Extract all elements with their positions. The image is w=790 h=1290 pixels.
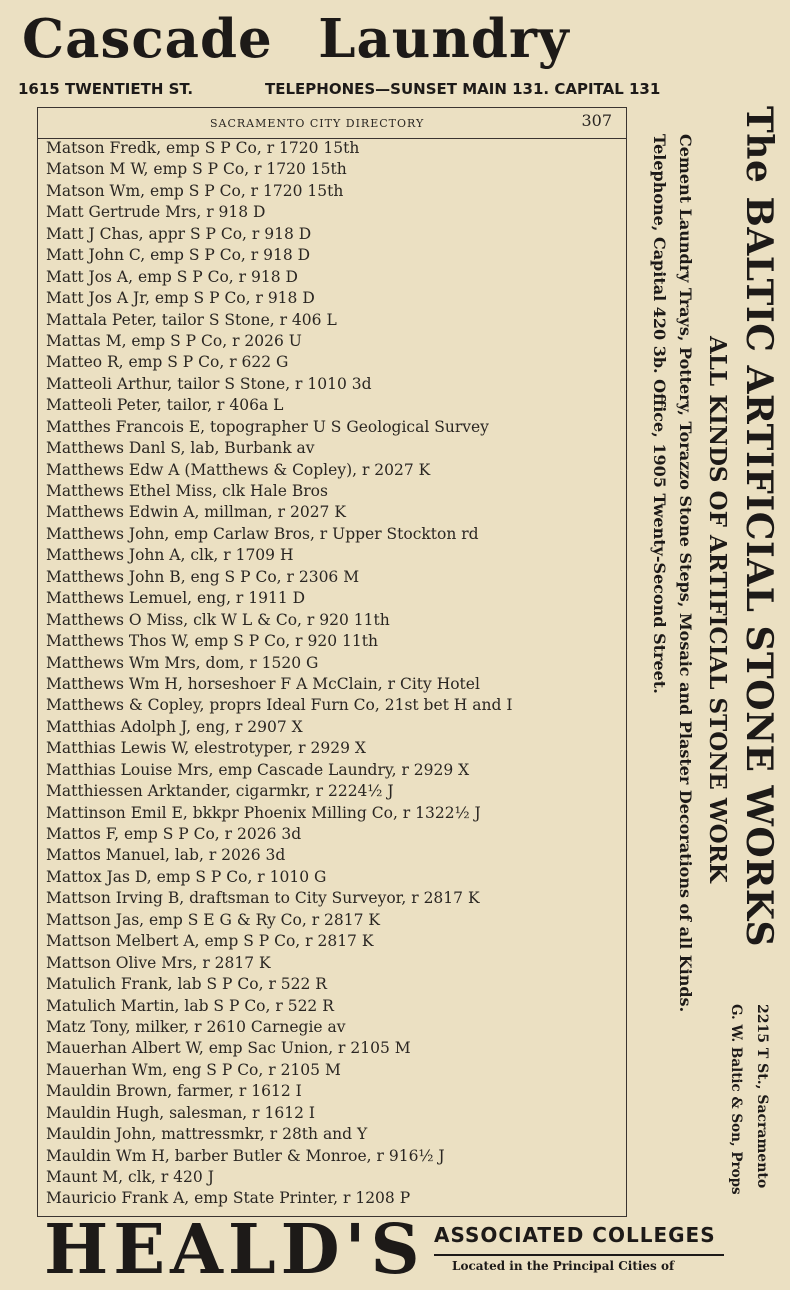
directory-entry: Mattson Jas, emp S E G & Ry Co, r 2817 K [46,910,380,929]
directory-entry: Mattox Jas D, emp S P Co, r 1010 G [46,867,327,886]
directory-entry: Mauldin Brown, farmer, r 1612 I [46,1082,302,1101]
directory-entry: Mauldin Hugh, salesman, r 1612 I [46,1103,315,1122]
directory-entry: Mauldin Wm H, barber Butler & Monroe, r 916½ J [46,1146,445,1165]
directory-entry: Matt Jos A, emp S P Co, r 918 D [46,267,298,286]
directory-name: SACRAMENTO CITY DIRECTORY [210,117,425,130]
page-header [38,108,626,139]
directory-entry: Mauerhan Wm, eng S P Co, r 2105 M [46,1060,341,1079]
directory-entry: Matthias Lewis W, elestrotyper, r 2929 X [46,739,366,758]
directory-entry: Matthews Edwin A, millman, r 2027 K [46,503,346,522]
directory-entry: Matthias Louise Mrs, emp Cascade Laundry, r 2929 X [46,760,470,779]
directory-entry: Matt Gertrude Mrs, r 918 D [46,203,266,222]
divider-rule [434,1254,724,1256]
side-ad-address: 2215 T St., Sacramento [754,1004,770,1189]
directory-entry: Matthews Ethel Miss, clk Hale Bros [46,482,328,500]
ad-phones: TELEPHONES—SUNSET MAIN 131. CAPITAL 131 [265,80,661,98]
directory-entry: Matthews Lemuel, eng, r 1911 D [46,589,306,608]
directory-entry: Matthews O Miss, clk W L & Co, r 920 11th [46,610,390,629]
side-ad-products: Cement Laundry Trays, Pottery, Torazzo Stone Steps, Mosaic and Plaster Decorations of all Kinds. [676,134,695,1013]
directory-entry: Mauldin John, mattressmkr, r 28th and Y [46,1125,368,1144]
directory-entry: Mattson Irving B, draftsman to City Surveyor, r 2817 K [46,889,480,908]
directory-entry: Matteoli Arthur, tailor S Stone, r 1010 3d [46,374,372,393]
directory-entry: Matson Fredk, emp S P Co, r 1720 15th [46,139,360,157]
cascade-laundry-ad [0,0,790,104]
directory-entry: Maunt M, clk, r 420 J [46,1168,214,1186]
page-number: 307 [581,111,612,130]
directory-entry: Mattos Manuel, lab, r 2026 3d [46,846,286,865]
baltic-stone-works-ad [630,104,790,1214]
directory-entry: Mattinson Emil E, bkkpr Phoenix Milling Co, r 1322½ J [46,803,481,822]
directory-entry: Matthews & Copley, proprs Ideal Furn Co, 21st bet H and I [46,696,513,715]
side-ad-tagline: ALL KINDS OF ARTIFICIAL STONE WORK [704,336,731,883]
directory-entry: Mattala Peter, tailor S Stone, r 406 L [46,310,337,329]
side-ad-company: The BALTIC ARTIFICIAL STONE WORKS [738,106,780,947]
directory-entry: Matthews John, emp Carlaw Bros, r Upper Stockton rd [46,524,479,543]
healds-name: HEALD'S [44,1210,425,1290]
directory-entry: Matulich Martin, lab S P Co, r 522 R [46,996,334,1015]
directory-entry: Matt Jos A Jr, emp S P Co, r 918 D [46,289,315,308]
directory-entry: Matulich Frank, lab S P Co, r 522 R [46,975,327,994]
healds-subtitle: ASSOCIATED COLLEGES [434,1223,716,1247]
directory-entry: Matthiessen Arktander, cigarmkr, r 2224½ J [46,782,394,801]
directory-entry: Matthews Wm Mrs, dom, r 1520 G [46,653,319,672]
directory-entry: Matthews John A, clk, r 1709 H [46,546,294,565]
directory-entry: Mattson Melbert A, emp S P Co, r 2817 K [46,932,374,951]
directory-entry: Mattos F, emp S P Co, r 2026 3d [46,825,302,843]
directory-entry: Matz Tony, milker, r 2610 Carnegie av [46,1017,346,1036]
directory-entry: Mauerhan Albert W, emp Sac Union, r 2105 M [46,1039,411,1058]
directory-entries [46,138,626,1210]
ad-title: Cascade Laundry [22,8,570,70]
directory-entry: Matson Wm, emp S P Co, r 1720 15th [46,181,344,200]
directory-entry: Matson M W, emp S P Co, r 1720 15th [46,160,347,179]
side-ad-office: Telephone, Capital 420 3b. Office, 1905 Twenty-Second Street. [650,134,669,694]
directory-entry: Mattas M, emp S P Co, r 2026 U [46,331,302,350]
directory-entry: Matthias Adolph J, eng, r 2907 X [46,717,303,736]
side-ad-owner: G. W. Baltic & Son, Props [728,1004,744,1195]
healds-located: Located in the Principal Cities of [452,1259,675,1273]
ad-address: 1615 TWENTIETH ST. [18,80,194,98]
healds-colleges-ad [0,1208,790,1290]
directory-entry: Matt J Chas, appr S P Co, r 918 D [46,224,312,243]
directory-entry: Mauricio Frank A, emp State Printer, r 1208 P [46,1189,411,1208]
directory-entry: Matthews Thos W, emp S P Co, r 920 11th [46,632,378,651]
directory-entry: Mattson Olive Mrs, r 2817 K [46,953,271,972]
directory-entry: Matthes Francois E, topographer U S Geological Survey [46,417,489,436]
directory-entry: Matthews Danl S, lab, Burbank av [46,439,315,458]
directory-entry: Matthews Edw A (Matthews & Copley), r 2027 K [46,460,431,479]
directory-entry: Matthews John B, eng S P Co, r 2306 M [46,567,360,586]
directory-entry: Matteo R, emp S P Co, r 622 G [46,353,289,372]
directory-page [37,107,627,1217]
directory-entry: Matt John C, emp S P Co, r 918 D [46,246,311,265]
directory-entry: Matteoli Peter, tailor, r 406a L [46,396,284,415]
directory-entry: Matthews Wm H, horseshoer F A McClain, r City Hotel [46,674,480,693]
